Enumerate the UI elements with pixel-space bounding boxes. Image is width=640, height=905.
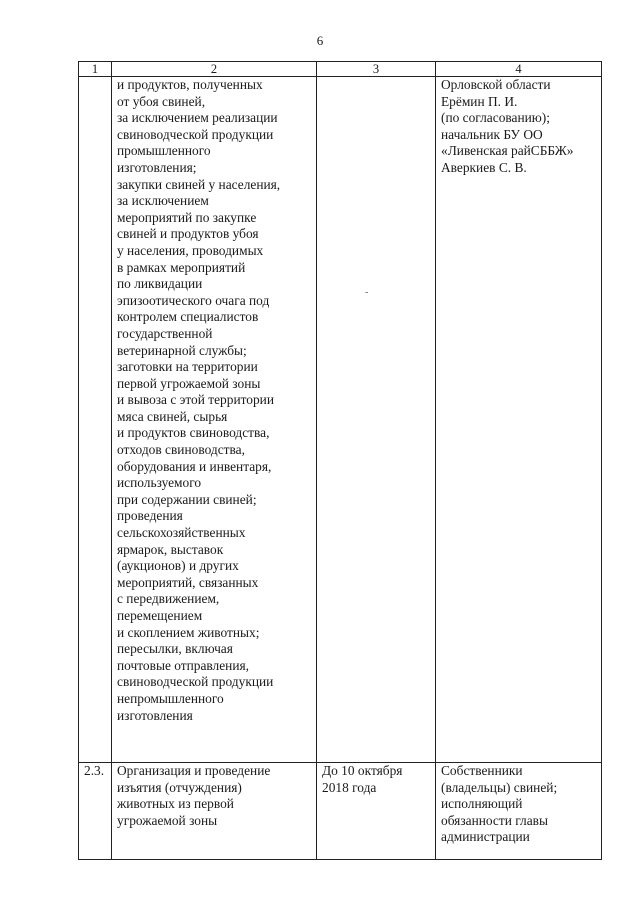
text-line: Ерёмин П. И. xyxy=(441,93,518,109)
text-line: изъятия (отчуждения) xyxy=(117,779,242,795)
text-line: за исключением реализации xyxy=(117,110,278,126)
text-line: ярмарок, выставок xyxy=(117,541,224,557)
text-line: и скоплением животных; xyxy=(117,624,260,640)
text-line: свиней и продуктов убоя xyxy=(117,226,259,242)
text-line: (владельцы) свиней; xyxy=(441,779,558,795)
text-line: (по согласованию); xyxy=(441,110,550,126)
text-line: Орловской области xyxy=(441,77,551,92)
text-line: Собственники xyxy=(441,763,523,778)
item-number-cell: 2.3. xyxy=(79,763,112,860)
text-line: в рамках мероприятий xyxy=(117,259,246,275)
text-line: сельскохозяйственных xyxy=(117,525,246,541)
text-line: эпизоотического очага под xyxy=(117,292,270,308)
measures-table xyxy=(78,61,602,860)
text-line: исполняющий xyxy=(441,796,523,812)
text-line: изготовления; xyxy=(117,159,197,175)
text-line: промышленного xyxy=(117,143,211,159)
measure-description-cell xyxy=(112,763,317,860)
item-number-cell xyxy=(79,77,112,763)
text-line: мероприятий по закупке xyxy=(117,209,257,225)
text-line: проведения xyxy=(117,508,183,524)
text-line: с передвижением, xyxy=(117,591,220,607)
text-line: закупки свиней у населения, xyxy=(117,176,281,192)
responsible-cell xyxy=(436,77,602,763)
text-line: (аукционов) и других xyxy=(117,558,239,574)
text-line: первой угрожаемой зоны xyxy=(117,375,261,391)
text-line: у населения, проводимых xyxy=(117,242,264,258)
text-line: обязанности главы xyxy=(441,812,548,828)
text-line: от убоя свиней, xyxy=(117,93,206,109)
responsible-cell xyxy=(436,763,602,860)
table-row-2-3 xyxy=(79,763,602,860)
text-line: начальник БУ ОО xyxy=(441,126,543,142)
text-line: перемещением xyxy=(117,608,203,623)
text-line: животных из первой xyxy=(117,796,234,812)
text-line: и продуктов свиноводства, xyxy=(117,425,270,441)
text-line: контролем специалистов xyxy=(117,309,259,325)
text-line: используемого xyxy=(117,475,202,491)
text-line: мероприятий, связанных xyxy=(117,574,259,590)
text-line: мяса свиней, сырья xyxy=(117,408,228,424)
text-line: заготовки на территории xyxy=(117,359,258,375)
text-line: за исключением xyxy=(117,193,209,209)
text-line: ветеринарной службы; xyxy=(117,342,247,358)
table-row-continued xyxy=(79,77,602,763)
column-number-2: 2 xyxy=(112,62,317,77)
text-line: государственной xyxy=(117,325,213,341)
text-line: непромышленного xyxy=(117,690,224,706)
text-line: пересылки, включая xyxy=(117,641,233,657)
column-number-3: 3 xyxy=(317,62,436,77)
text-line: при содержании свиней; xyxy=(117,491,257,507)
column-number-1: 1 xyxy=(79,62,112,77)
deadline-cell xyxy=(317,77,436,763)
text-line: и продуктов, полученных xyxy=(117,77,263,92)
text-line: Организация и проведение xyxy=(117,763,271,778)
text-line: и вывоза с этой территории xyxy=(117,392,275,408)
text-line: До 10 октября xyxy=(322,763,403,778)
text-line: «Ливенская райСББЖ» xyxy=(441,143,574,159)
text-line: Аверкиев С. В. xyxy=(441,159,527,175)
text-line: изготовления xyxy=(117,707,193,723)
text-line: 2018 года xyxy=(322,779,377,795)
text-line: по ликвидации xyxy=(117,276,203,292)
text-line: администрации xyxy=(441,829,530,845)
text-line: свиноводческой продукции xyxy=(117,674,274,690)
deadline-cell xyxy=(317,763,436,860)
measure-description-cell xyxy=(112,77,317,763)
text-line: свиноводческой продукции xyxy=(117,126,274,142)
text-line: угрожаемой зоны xyxy=(117,812,218,828)
page-number: 6 xyxy=(316,33,324,48)
column-number-row xyxy=(79,62,602,77)
text-line: отходов свиноводства, xyxy=(117,442,245,458)
text-line: оборудования и инвентаря, xyxy=(117,458,272,474)
text-line: почтовые отправления, xyxy=(117,657,250,673)
dash-mark: - xyxy=(365,287,369,298)
column-number-4: 4 xyxy=(436,62,602,77)
